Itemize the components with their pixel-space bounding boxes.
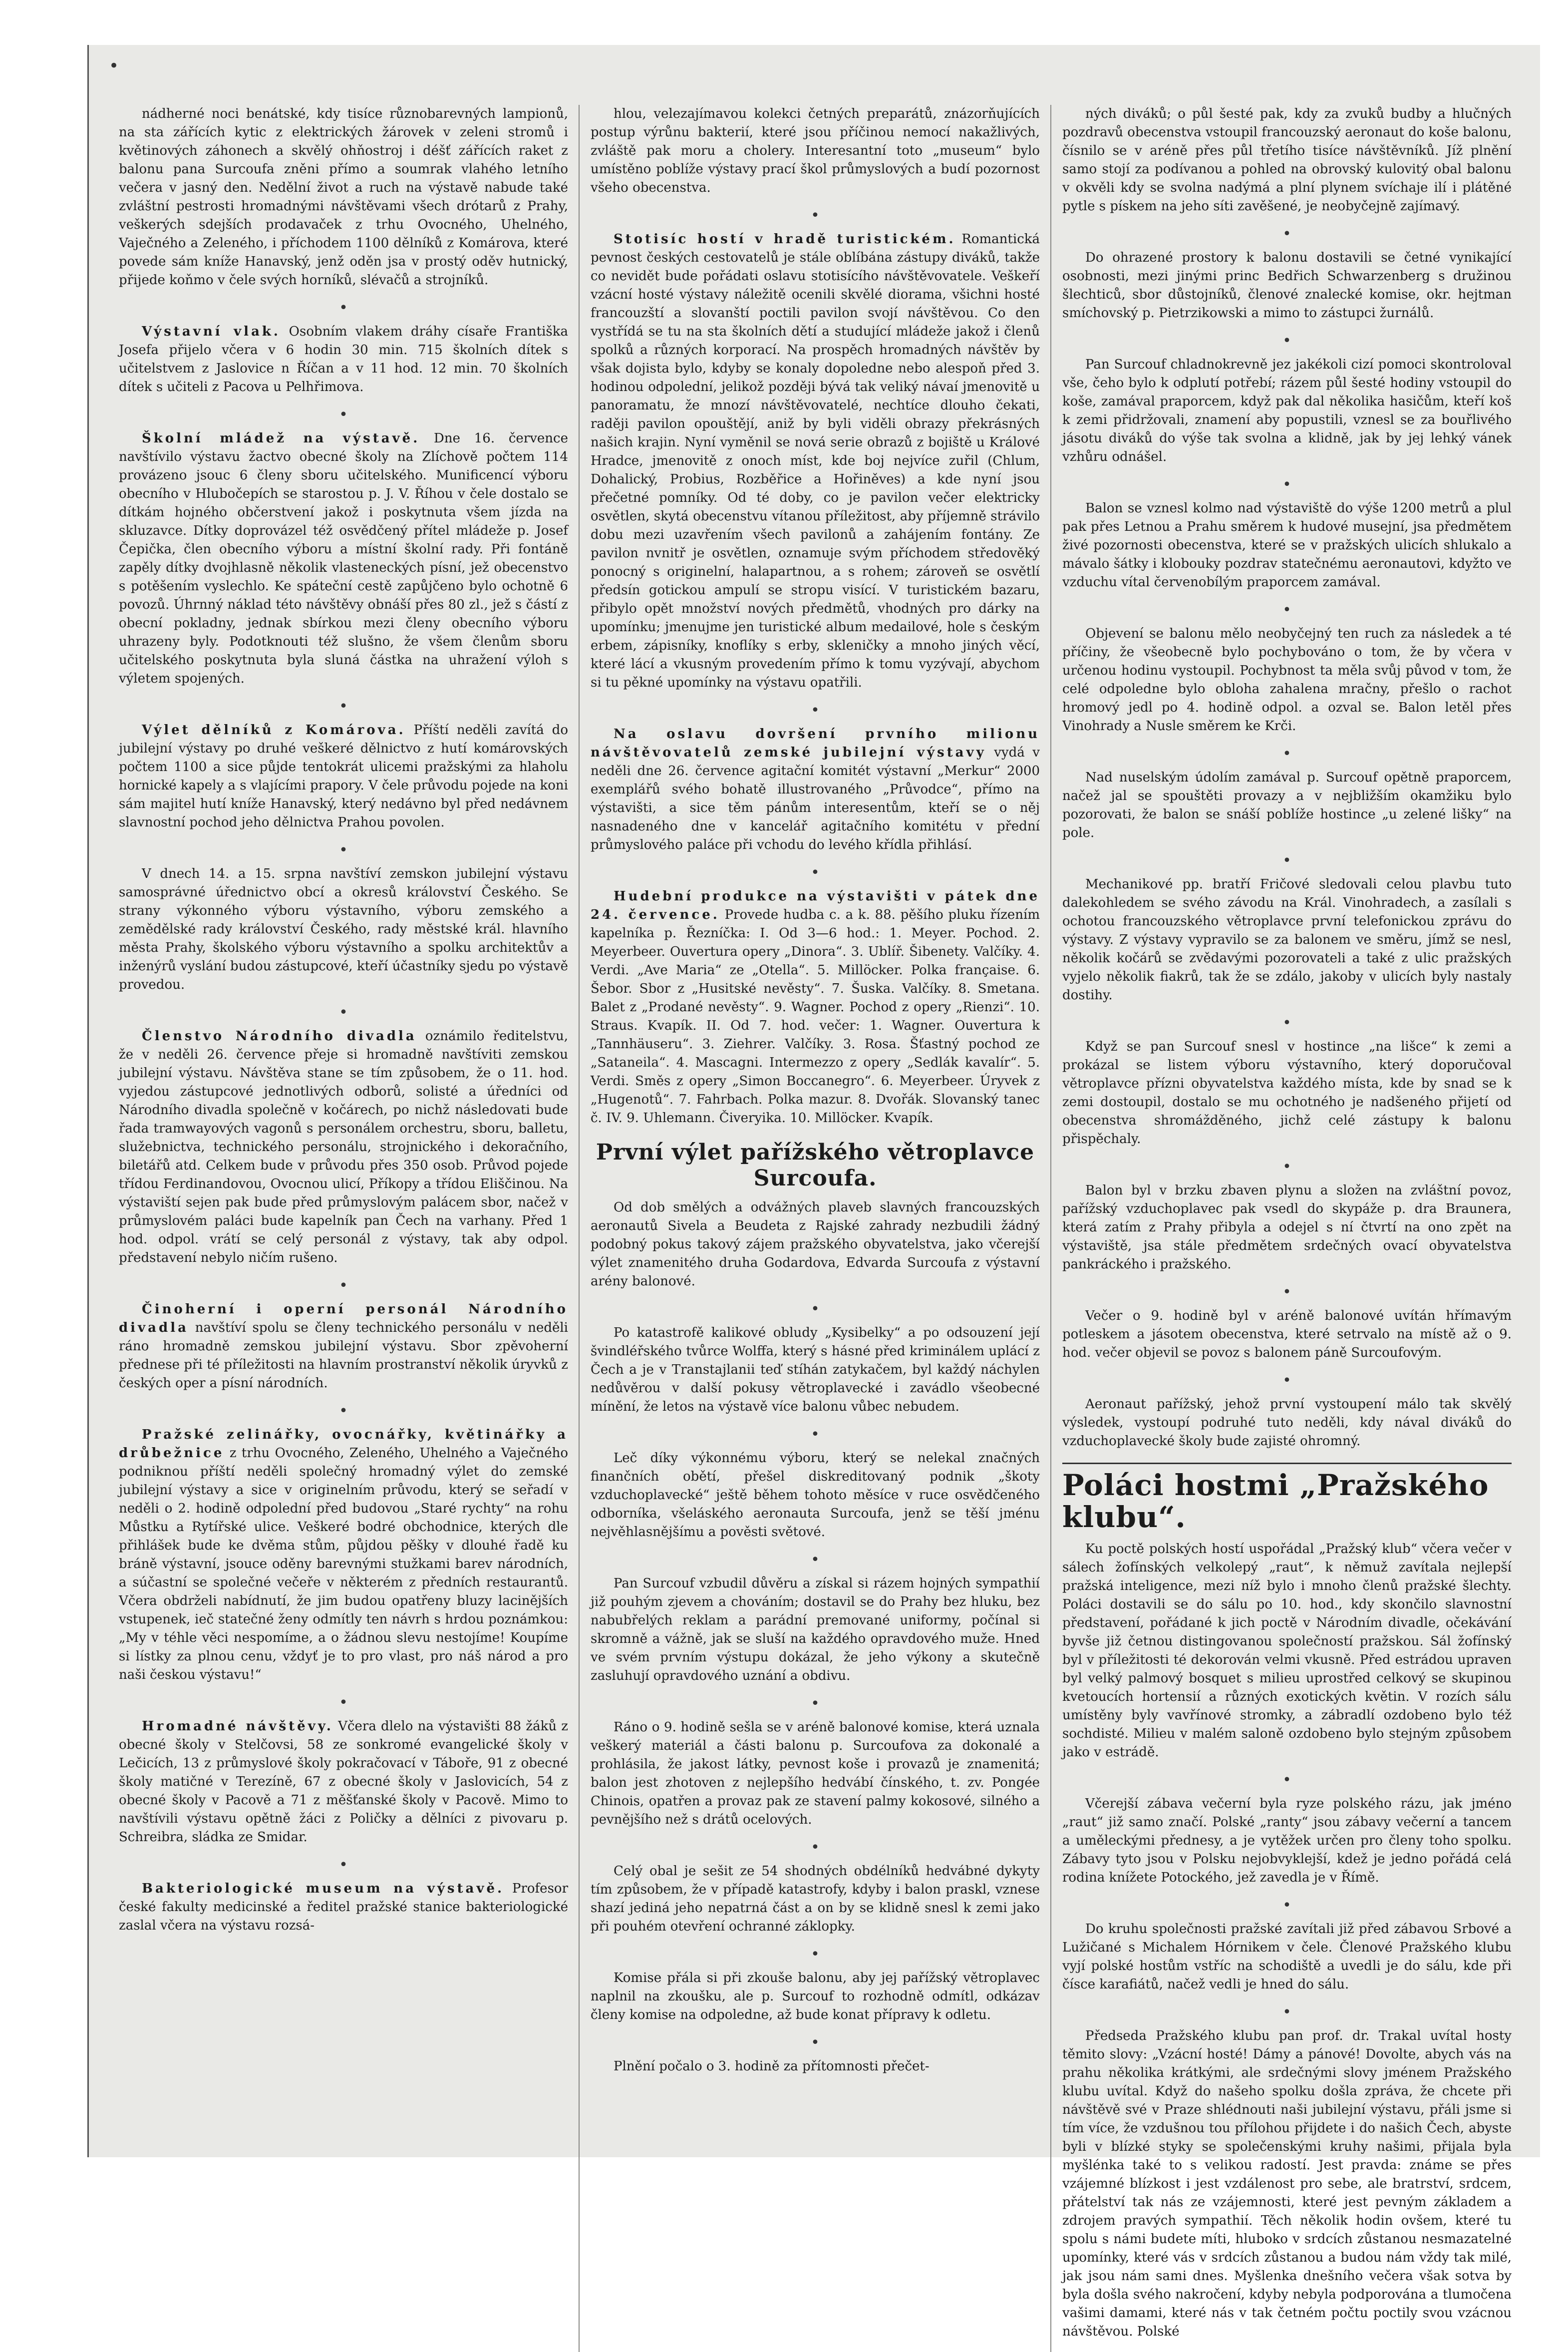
- article-divider: •: [1282, 476, 1291, 493]
- article-divider: •: [1282, 332, 1291, 350]
- article-text: Do kruhu společnosti pražské zavítali již před zábavou Srbové a Lužičané s Michalem Hórnikem v čele. Členové Pražského klubu vyjí polské hostům vstříc na schodiště a uvedli je do sálu, kde při čísce karafiátů, načež vedli je hned do sálu.: [1062, 1922, 1512, 1992]
- article-text: hlou, velezajímavou kolekci četných preparátů, znázorňujících postup výrůnu bakterií, které jsou příčinou nemocí nakažlivých, zvláště pak moru a cholery. Interesantní toto „museum“ bylo umístěno poblíže výstavy prací škol průmyslových a budí pozornost všeho obecenstva.: [591, 106, 1040, 195]
- article-text: vydá v neděli dne 26. července agitační komitét výstavní „Merkur“ 2000 exemplářů svého bohatě illustrovaného „Průvodce“, přímo na výstavišti, a sice těm pánům interesentům, kteří se o něj nasnadeného dne v kancelář agitačního komitétu v přední průmyslového paláce při vchodu do levého křídla přihlásí.: [591, 745, 1040, 852]
- article-paragraph: [591, 725, 1040, 854]
- article-text: Leč díky výkonnému výboru, který se nelekal značných finančních obětí, přešel diskreditovaný podnik „škoty vzduchoplavecké“ ještě během tohoto měsíce v ruce osvědčeného odborníka, všeláského aeronauta Surcoufa, jenž se těší jménu nejvěhlasnějšímu a pověsti světové.: [591, 1451, 1040, 1540]
- article-text: Včera dlelo na výstavišti 88 žáků z obecné školy v Stelčovsi, 58 ze sonkromé evangelické školy v Lečicích, 13 z průmyslové školy pokračovací v Táboře, 91 z obecné školy matičné v Terezíně, 67 z obecné školy v Jaslovicích, 54 z obecné školy v Pacově a 71 z měšťanské školy v Pacově. Mimo to navštívili výstavu opětně žáci z Poličky a dělníci z pivovaru p. Schreibra, sládka ze Smidar.: [119, 1719, 568, 1845]
- article-text: Balon se vznesl kolmo nad výstaviště do výše 1200 metrů a plul pak přes Letnou a Prahu směrem k hudové musejní, jsa předmětem živé pozornosti obecenstva, které se v pražských ulicích shlukalo a mávalo šátky i klobouky pozdrav statečnému aeronautovi, kdyžto ve vzduchu vítal červenobílým praporcem zamával.: [1062, 501, 1512, 590]
- article-paragraph: [1062, 499, 1512, 592]
- article-text: Večer o 9. hodině byl v aréně balonové uvítán hřímavým potleskem a jásotem obecenstva, které setrvalo na místě až o 9. hod. večer objevil se povoz s balonem páně Surcoufovým.: [1062, 1308, 1512, 1360]
- article-lead: Hudební produkce na výstavišti v pátek dne 24. července.: [591, 889, 1040, 922]
- article-paragraph: [1062, 249, 1512, 323]
- article-divider: •: [339, 1277, 348, 1294]
- article-divider: •: [339, 1004, 348, 1021]
- article-paragraph: [119, 1880, 568, 1935]
- article-divider: •: [339, 1856, 348, 1874]
- article-paragraph: [1062, 356, 1512, 466]
- article-paragraph: [1062, 769, 1512, 842]
- article-divider: •: [339, 1402, 348, 1420]
- article-paragraph: [1062, 1395, 1512, 1451]
- article-paragraph: [591, 887, 1040, 1128]
- article-text: Včerejší zábava večerní byla ryze polského rázu, jak jméno „raut“ již samo značí. Polské „ranty“ jsou zábavy večerní a tancem a uměleckými přednesy, a je vytěžek určen pro členy toho spolku. Zábavy tyto jsou v Polsku nejobvyklejší, kdež je jedno pořádá celá rodina knížete Potockého, jež zavedla je v Římě.: [1062, 1796, 1512, 1885]
- article-paragraph: [591, 1718, 1040, 1829]
- article-paragraph: [119, 429, 568, 688]
- article-text: Mechanikové pp. bratří Fričové sledovali celou plavbu tuto dalekohledem se svého závodu na Král. Vinohradech, a zasílali s ochotou francouzského větroplavce první telefonickou zprávu do výstavy. Z výstavy vypravilo se za balonem ve směru, jímž se nesl, několik kočárů se zvědavými pozorovateli a také z ulic pražských vyjelo několik fiakrů, tak že se zdálo, jakoby v ulicích byly nastaly dostihy.: [1062, 877, 1512, 1003]
- article-paragraph: [1062, 1795, 1512, 1887]
- article-divider: •: [811, 1426, 820, 1443]
- article-divider: •: [1282, 1014, 1291, 1032]
- article-paragraph: [591, 230, 1040, 692]
- article-paragraph: [119, 1717, 568, 1847]
- article-paragraph: [119, 105, 568, 290]
- article-lead: Školní mládež na výstavě.: [142, 431, 420, 446]
- article-lead: Bakteriologické museum na výstavě.: [142, 1881, 505, 1896]
- article-text: Osobním vlakem dráhy císaře Františka Josefa přijelo včera v 6 hodin 30 min. 715 školních dítek s učitelstvem z Jaslovice n Říčan a v 11 hod. 12 min. 70 školních dítek s učiteli z Pacova u Pelhřimova.: [119, 324, 568, 394]
- article-paragraph: [591, 1574, 1040, 1685]
- article-paragraph: [119, 865, 568, 994]
- article-lead: Na oslavu dovršení prvního milionu návštěvovatelů zemské jubilejní výstavy: [591, 727, 1040, 760]
- article-divider: •: [339, 841, 348, 859]
- article-divider: •: [1282, 225, 1291, 243]
- article-divider: •: [339, 299, 348, 317]
- article-paragraph: [1062, 1181, 1512, 1274]
- column-1: [119, 105, 568, 2352]
- article-divider: •: [811, 1300, 820, 1318]
- article-paragraph: [591, 1862, 1040, 1936]
- article-text: z trhu Ovocného, Zeleného, Uhelného a Vaječného podniknou příští neděli společný hromadný výlet do zemské jubilejní výstavy a sice v originelním průvodu, který se seřadí v neděli o 2. hodině odpolední před budovou „Staré rychty“ na rohu Můstku a Rytířské ulice. Veškeré bodré obchodnice, kterých dle přihlášek bude ke dvěma stům, půjdou pěšky v dlouhé řadě ku bráně výstavní, jsouce oděny barevnými stužkami barev národních, a súčastní se společné večeře v některém z předních restaurantů. Včera obdrželi nabídnutí, že jim budou opatřeny bluzy lacinějších vstupenek, ieč statečné ženy odmítly ten návrh s hrdou poznámkou: „My v téhle věci nespomíme, a o žádnou slevu nestojíme! Koupíme si lístky za plnou cenu, vždyť je to pro vlast, pro náš národ a pro naši českou výstavu!“: [119, 1446, 568, 1682]
- article-text: V dnech 14. a 15. srpna navštíví zemskon jubilejní výstavu samosprávné úřednictvo obcí a okresů království Českého. Se strany výkonného výboru výstavního, výboru zemského a zemědělské rady království Českého, rady městské král. hlavního města Prahy, školského výboru výstavního a spolku architektův a inženýrů vyslání budou zástupcové, kteří účastníky sjedu po výstavě provedou.: [119, 866, 568, 992]
- column-2: [591, 105, 1040, 2352]
- article-text: Nad nuselským údolím zamával p. Surcouf opětně praporcem, načež jal se spouštěti provazy a v nejbližším okamžiku bylo pozorovati, že balon se snáší poblíže hostince „u zelené lišky“ na pole.: [1062, 770, 1512, 840]
- article-text: Ráno o 9. hodině sešla se v aréně balonové komise, která uznala veškerý materiál a části balonu p. Surcoufova za dokonalé a prohlásila, že jakost látky, pevnost koše i provazů je znamenitá; balon jest zhotoven z nejlepšího hedvábí čínského, t. zv. Pongée Chinois, opatřen a provaz pak ze stavení palmy kokosové, silného a pevnějšího než s drátů ocelových.: [591, 1720, 1040, 1827]
- article-divider: •: [1282, 601, 1291, 619]
- article-divider: •: [811, 702, 820, 719]
- article-divider: •: [1282, 852, 1291, 869]
- article-text: Do ohrazené prostory k balonu dostavili se četné vynikající osobnosti, mezi jinými princ Bedřich Schwarzenberg s družinou šlechticů, sbor důstojníků, členové znalecké komise, okr. hejtman smíchovský p. Pietrzikowski a mimo to zástupci žurnálů.: [1062, 250, 1512, 321]
- text-columns: [119, 105, 1512, 2339]
- article-paragraph: [1062, 1920, 1512, 1994]
- article-headline: Poláci hostmi „Pražského klubu“.: [1062, 1463, 1512, 1533]
- article-paragraph: [119, 1027, 568, 1267]
- article-paragraph: [591, 1198, 1040, 1291]
- article-paragraph: [1062, 2027, 1512, 2341]
- article-headline: První výlet pařížského větroplavce Surcoufa.: [596, 1140, 1035, 1191]
- article-text: ných diváků; o půl šesté pak, kdy za zvuků budby a hlučných pozdravů obecenstva vstoupil francouzský aeronaut do koše balonu, čísnilo se v aréně přes půl třetího tisíce návštěvníků. Jíž plnění samo stojí za podívanou a pohled na obrovský kulovitý obal balonu v okvěli kdy se svolna nadýmá a plní plynem svíchaje ilí i plátěné pytle s pískem na jeho síti zavěšené, je neobyčejně zajímavý.: [1062, 106, 1512, 214]
- article-divider: •: [1282, 1897, 1291, 1914]
- article-paragraph: [1062, 1307, 1512, 1362]
- article-paragraph: [119, 721, 568, 832]
- article-text: Aeronaut pařížský, jehož první vystoupení málo tak skvělý výsledek, vystoupí podruhé tuto neděli, kdy nával diváků do vzduchoplavecké školy bude zajisté ohromný.: [1062, 1397, 1512, 1449]
- article-divider: •: [811, 864, 820, 881]
- article-paragraph: [591, 2057, 1040, 2076]
- article-divider: •: [1282, 1771, 1291, 1789]
- article-lead: Stotisíc hostí v hradě turistickém.: [614, 232, 956, 247]
- article-text: Komise přála si při zkouše balonu, aby jej pařížský větroplavec naplnil na zkoušku, ale p. Surcouf to rozhodně odmítl, odkázav členy komise na odpoledne, až bude konat přípravy k odletu.: [591, 1970, 1040, 2022]
- article-paragraph: [591, 1449, 1040, 1542]
- article-paragraph: [1062, 875, 1512, 1005]
- article-text: nádherné noci benátské, kdy tisíce různobarevných lampionů, na sta zářících kytic z elektrických žárovek v zeleni stromů i květinových záhonech a skvělý ohňostroj i déšť zářících raket z balonu pana Surcoufa zněni přímo a soumrak vlahého letního večera v jasný den. Nedělní život a ruch na výstavě nabude také zvláštní pestrosti hromadnými návštěvami všech drótarů z Prahy, veškerých sdejších prodavaček z trhu Ovocného, Uhelného, Vaječného a Zeleného, i příchodem 1100 dělníků z Komárova, které povede sám kníže Hanavský, jenž oděn jsa v prostý oděv hutnický, přijede koňmo v čele svých horníků, slévačů a strojníků.: [119, 106, 568, 288]
- article-text: Předseda Pražského klubu pan prof. dr. Trakal uvítal hosty těmito slovy: „Vzácní hosté! Dámy a pánové! Dovolte, abych vás na prahu několika krátkými, ale srdečnými slovy jménem Pražského klubu uvítal. Když do našeho spolku došla zpráva, že chcete při návštěvě své v Praze shlédnouti naši jubilejní výstavu, přáli jsme si tím více, že vzdušnou tou přílohou přijdete i do našich Čech, abyste byli v blízké styky se společenskými kruhy našimi, přijala byla myšlénka také to s velikou radostí. Jest pravda: známe se přes vzájemné blízkost i jest vzdálenost pro sebe, ale bratrství, srdcem, přátelství tak nás ze vzájemnosti, které jest pevným základem a zdrojem pravých sympathií. Těch několik hodin ovšem, které tu spolu s námi budete míti, hluboko v srdcích zůstanou nesmazatelné upomínky, které vás v srdcích zůstanou a budou nám vždy tak milé, jak jsou nám sami dnes. Myšlenka dnešního večera však sotva by byla došla svého nakročení, kdyby nebyla podporována a tlumočena vašimi damami, které nás v tak četném počtu poctily svou vzácnou návštěvou. Polské: [1062, 2028, 1512, 2339]
- article-divider: •: [811, 1551, 820, 1568]
- newspaper-page: [87, 45, 1540, 2339]
- article-lead: Hromadné návštěvy.: [142, 1719, 333, 1734]
- article-paragraph: [1062, 1038, 1512, 1149]
- article-paragraph: [119, 1300, 568, 1393]
- article-text: Balon byl v brzku zbaven plynu a složen na zvláštní povoz, pařížský vzduchoplavec pak vsedl do skypáže p. dra Braunera, která zatím z Prahy přibyla a odejel s ní čtvrtí na ono zpět na výstaviště, jsa stále předmětem srdečných ovací obyvatelstva pankráckého i pražského.: [1062, 1183, 1512, 1272]
- article-paragraph: [119, 323, 568, 396]
- article-divider: •: [339, 698, 348, 715]
- article-text: Po katastrofě kalikové obludy „Kysibelky“ a po odsouzení její švindléřského tvůrce Wolffa, který s hásné před kriminálem uplácí z Čech a je v Transtajlanii teď stíhán zatykačem, byl každý náchylen nedůvěrou v další pokusy větroplavecké i zavádlo všeobecné mínění, že letos na výstavě více balonu vůbec nebudem.: [591, 1325, 1040, 1414]
- article-text: Celý obal je sešit ze 54 shodných obdélníků hedvábné dykyty tím způsobem, že v případě katastrofy, kdyby i balon praskl, vznese shazí jediná jeho nepatrná část a on by se klidně snesl k zemi jako při pouhém otevření ochranné záklopky.: [591, 1864, 1040, 1934]
- article-paragraph: [1062, 105, 1512, 216]
- article-lead: Pražské zelinářky, ovocnářky, květinářky a drůbežnice: [119, 1427, 568, 1461]
- article-text: Příští neděli zavítá do jubilejní výstavy po druhé veškeré dělnictvo z hutí komárovských počtem 1100 a sice půjde tentokrát ulicemi pražskými za hlaholu hornické kapely a s vlajícími prapory. V čele průvodu pojede na koni sám majitel hutí kníže Hanavský, který nedávno byl před nedávnem slavnostní pochod jeho dělnictva Prahou povolen.: [119, 723, 568, 830]
- article-text: Když se pan Surcouf snesl v hostince „na lišce“ k zemi a prokázal se listem výboru výstavního, který doporučoval větroplavce přízni obyvatelstva každého místa, kde by snad se k zemi dostoupil, dostalo se mu ochotného je nadšeného přijetí od obecenstva shromážděného, jichž celé zástupy k balonu přispěchaly.: [1062, 1039, 1512, 1147]
- article-text: Plnění počalo o 3. hodině za přítomnosti přečet-: [614, 2059, 930, 2074]
- article-divider: •: [1282, 1372, 1291, 1389]
- article-text: Od dob smělých a odvážných plaveb slavných francouzských aeronautů Sivela a Beudeta z Rajské zahrady nezbudili žádný podobný pokus takový zájem pražského obyvatelstva, jako včerejší výlet znamenitého druha Godardova, Edvarda Surcoufa z výstavní arény balonové.: [591, 1200, 1040, 1289]
- article-divider: •: [811, 1695, 820, 1712]
- article-divider: •: [811, 2034, 820, 2051]
- article-divider: •: [339, 406, 348, 423]
- article-divider: •: [1282, 1158, 1291, 1176]
- article-paragraph: [591, 1969, 1040, 2024]
- article-divider: •: [1282, 745, 1291, 763]
- article-text: Ku poctě polských hostí uspořádal „Pražský klub“ včera večer v sálech žofínských velkolepý „raut“, k němuž zavítala nejlepší pražská inteligence, mezi níž bylo i mnoho členů pražské šlechty. Poláci dostavili se do sálu po 10. hod., kdy skončilo slavnostní představení, pořádané k jich poctě v Národním divadle, očekávání byvše již četnou distingovanou společností pražskou. Sál žofínský byl v příležitosti té dekorován velmi vkusně. Před estrádou upraven byl velký palmový bosquet s milieu uprostřed celkový se skupinou kvetoucích hortensií a různých exotických květin. V rozích sálu umístěny byly vavřínové stromky, a zábradlí ozdobeno bylo též sochdisté. Milieu v malém saloně ozdobeno bylo stejným způsobem jako v estrádě.: [1062, 1542, 1512, 1760]
- article-text: Profesor české fakulty medicinské a ředitel pražské stanice bakteriologické zaslal včera na výstavu rozsá-: [119, 1881, 568, 1933]
- article-text: Romantická pevnost českých cestovatelů je stále oblíbána zástupy diváků, takže co nevidět bude pořádati oslavu stotisícího návštěvovatele. Veškeří vzácní hosté výstavy náležitě ocenili skvělé diorama, všichni hosté francouzští a slovanští poctili pavilon svojí návštěvou. Co den vystřídá se tu na sta školních dětí a studující mládeže jakož i členů spolků a různých korporací. Na prospěch hromadných návštěv by však dojista bylo, kdyby se konaly dopoledne nebo alespoň před 3. hodinou odpolední, jelikož později bývá tak veliký návaí jmenovitě u panoramatu, že mnozí návštěvovatelé, nechtíce dlouho čekati, raději pavilon opouštějí, aniž by byli viděli obrazy překrásných našich krajin. Nyní vyměnil se nová serie obrazů z bojiště u Králové Hradce, jmenovitě z onoch míst, kde boj nejvíce zuřil (Chlum, Dohalický, Probius, Rozběřice a Hořiněves) a kde nyní jsou přečetné pomníky. Od té doby, co je pavilon večer elektricky osvětlen, skytá obecenstvu vítanou příležitost, aby příjemně strávilo dobu mezi uzavřením všech pavilonů a zahájením fontány. Ze pavilon nvnitř je osvětlen, oznamuje svým příchodem středověký ponocný s originelní, halapartnou, a s rohem; zároveň se osvětlí předsín gotickou ampulí se stropu visící. V turistickém bazaru, přibylo opět množství nových předmětů, vhodných pro dárky na upomínku; jmenujme jen turistické album medailové, hole s českým erbem, zápisníky, knoflíky s erby, skleničky a mnoho jiných věcí, které lácí a vkusným provedením přímo k tomu vyzývají, abychom si tu pěkné upomínky na výstavu opatřili.: [591, 232, 1040, 690]
- article-lead: Činoherní i operní personál Národního divadla: [119, 1302, 568, 1335]
- article-divider: •: [811, 207, 820, 224]
- article-divider: •: [1282, 1283, 1291, 1301]
- article-paragraph: [591, 105, 1040, 197]
- article-paragraph: [1062, 625, 1512, 736]
- article-text: oznámilo ředitelstvu, že v neděli 26. července přeje si hromadně navštíviti zemskou jubilejní výstavu. Návštěva stane se tím způsobem, že o 11. hod. vyjedou zástupcové jednotlivých odborů, solisté a úředníci od Národního divadla společně v kočárech, po nichž následovati bude řada tramwayových vagonů s personálem orchestru, sboru, balletu, služebnictva, technického personálu, strojnického i dekoračního, biletářů atd. Celkem bude v průvodu přes 350 osob. Průvod pojede třídou Ferdinandovou, Ovocnou ulicí, Příkopy a třídou Eliščinou. Na výstaviští sejen pak bude před průmyslovým palácem sbor, načež v průmyslovém paláci bude kapelník pan Čech na varhany. Před 1 hod. odpol. vrátí se celý personál z výstavy, tak aby odpol. představení nebylo ničím rušeno.: [119, 1029, 568, 1265]
- article-text: Objevení se balonu mělo neobyčejný ten ruch za následek a té příčiny, že všeobecně bylo pochybováno o tom, že by včera v určenou hodinu vystoupil. Pochybnost ta měla svůj původ v tom, že celé odpoledne bylo obloha zahalena mračny, přešlo o rachot hromový jedl po 4. hodině odpol. a ozval se. Balon letěl přes Vinohrady a Nusle směrem ke Krči.: [1062, 626, 1512, 734]
- article-text: Pan Surcouf chladnokrevně jez jakékoli cizí pomoci skontroloval vše, čeho bylo k odplutí potřebí; rázem půl šesté hodiny vstoupil do koše, zamával praporcem, když pak dal několika hasičům, kteří koš k zemi přidržovali, znamení aby popustili, vznesl se za bouřlivého jásotu diváků do výše tak svolna a klidně, jak by jej lehký vánek vzhůru odnášel.: [1062, 357, 1512, 464]
- article-text: Pan Surcouf vzbudil důvěru a získal si rázem hojných sympathií již pouhým zjevem a chováním; dostavil se do Prahy bez hluku, bez nabubřelých reklam a parádní premované uniformy, počínal si skromně a vážně, jak se sluší na každého opravdového muže. Hned ve svém prvním výstupu dokázal, že jeho výkony a skutečně zasluhují opravdového uznání a obdivu.: [591, 1576, 1040, 1683]
- article-divider: •: [1282, 2003, 1291, 2021]
- article-paragraph: [1062, 1540, 1512, 1762]
- article-lead: Výlet dělníků z Komárova.: [142, 723, 406, 738]
- article-lead: Členstvo Národního divadla: [142, 1029, 417, 1044]
- article-text: Dne 16. července navštívilo výstavu žactvo obecné školy na Zlíchově počtem 114 provázeno jsouc 6 členy sboru učitelského. Munificencí výboru obecního v Hlubočepích se starostou p. J. V. Říhou v čele dostalo se dítkám hojného občerstvení jakož i poskytnuta všem jízda na skluzavce. Dítky doprovázel též osvědčený přítel mládeže p. Josef Čepička, člen obecního výboru a místní školní rady. Při fontáně zapěly dítky dvojhlasně několik vlasteneckých písní, jež obecenstvo s potěšením vyslechlo. Ke spáteční cestě zapůjčeno bylo ochotně 6 povozů. Úhrnný náklad této návštěvy obnáší přes 80 zl., jež s částí z obecní pokladny, jednak sbírkou mezi členy obecního výboru uhrazeny byly. Podotknouti též slušno, že všem členům sboru učitelského poskytnuta byla sluná částka na uhražení výloh s výletem spojených.: [119, 431, 568, 686]
- article-divider: •: [811, 1839, 820, 1856]
- article-divider: •: [811, 1946, 820, 1963]
- article-text: navštíví spolu se členy technického personálu v neděli ráno hromadně zemskou jubilejní výstavu. Sbor zpěvoherní přednese při té příležitosti na hlavním prostranství několik úryvků z českých oper a písní národních.: [119, 1320, 568, 1391]
- article-divider: •: [339, 1694, 348, 1711]
- page-marker: •: [109, 56, 119, 76]
- article-lead: Výstavní vlak.: [142, 324, 281, 339]
- column-3: [1062, 105, 1512, 2352]
- article-paragraph: [119, 1426, 568, 1684]
- article-text: Provede hudba c. a k. 88. pěšího pluku řízením kapelníka p. Řezníčka: I. Od 3—6 hod.: 1. Meyer. Pochod. 2. Meyerbeer. Ouvertura opery „Dinora“. 3. Ublíř. Šibenety. Valčíky. 4. Verdi. „Ave Maria“ ze „Otella“. 5. Millöcker. Polka française. 6. Šebor. Sbor z „Husitské nevěsty“. 7. Šuska. Valčíky. 8. Smetana. Balet z „Prodané nevěsty“. 9. Wagner. Pochod z opery „Rienzi“. 10. Straus. Kvapík. II. Od 7. hod. večer: 1. Wagner. Ouvertura k „Tannhäuseru“. 3. Ziehrer. Valčíky. 3. Rosa. Šťastný pochod ze „Sataneila“. 4. Mascagni. Intermezzo z opery „Sedlák kavalír“. 5. Verdi. Směs z opery „Simon Boccanegro“. 6. Meyerbeer. Úryvek z „Hugenotů“. 7. Fahrbach. Polka mazur. 8. Dvořák. Slovanský tanec č. IV. 9. Uhlemann. Čiveryika. 10. Millöcker. Kvapík.: [591, 907, 1040, 1126]
- article-paragraph: [591, 1324, 1040, 1416]
